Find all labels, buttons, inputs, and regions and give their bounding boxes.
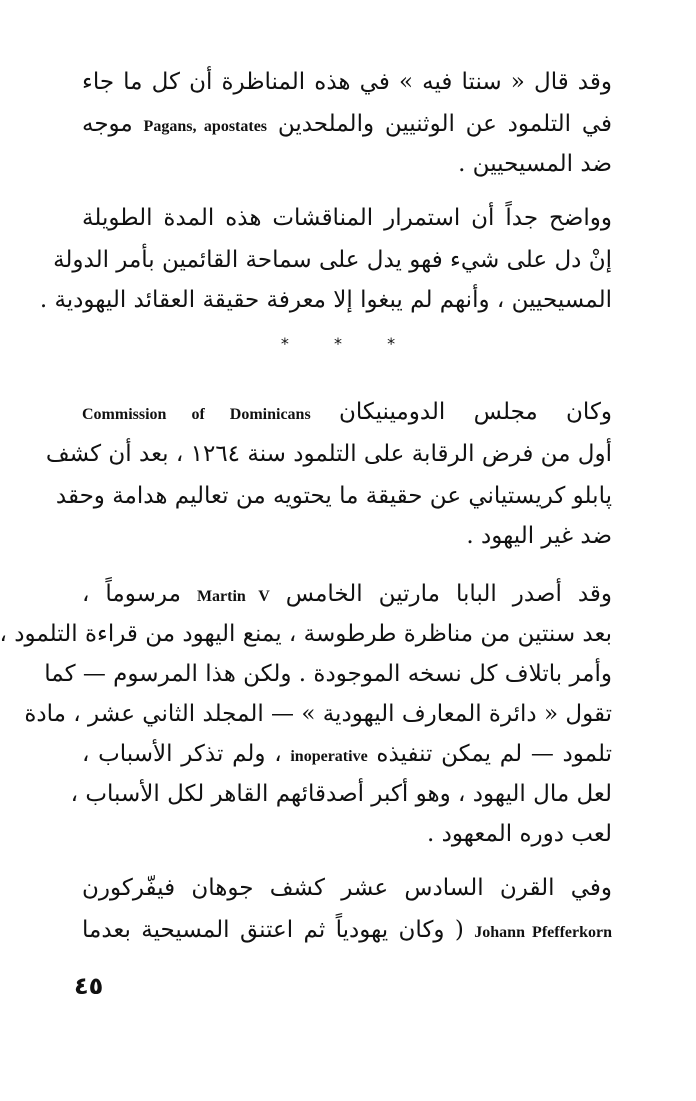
text-line <box>55 476 612 516</box>
page-number: ٤٥ <box>74 972 104 1000</box>
text-line <box>82 144 612 184</box>
text-line <box>53 240 612 280</box>
text-run: بعد سنتين من مناظرة طرطوسة ، يمنع اليهود من قراءة التلمود ، <box>0 621 612 647</box>
text-run: ضد غير اليهود . <box>466 523 612 549</box>
text-line <box>45 434 612 474</box>
text-line <box>82 62 612 102</box>
section-separator: * * * <box>280 334 416 353</box>
text-line <box>82 198 612 238</box>
text-run: ضد المسيحيين . <box>458 151 612 177</box>
text-run: وأمر باتلاف كل نسخه الموجودة . ولكن هذا المرسوم — كما <box>44 661 612 687</box>
text-line <box>82 516 612 556</box>
text-run: وفي القرن السادس عشر كشف جوهان فيفّركورن <box>82 875 612 901</box>
text-run: موجه <box>82 111 144 137</box>
latin-term: Johann Pfefferkorn <box>474 924 613 941</box>
text-line <box>82 574 612 614</box>
text-run: إنْ دل على شيء فهو يدل على سماحة القائمين بأمر الدولة <box>53 247 612 273</box>
text-run: وواضح جداً أن استمرار المناقشات هذه المدة الطويلة <box>82 205 612 231</box>
latin-term: Pagans, apostates <box>143 118 268 135</box>
text-line <box>44 654 612 694</box>
text-run: وقد أصدر البابا مارتين الخامس <box>269 581 613 607</box>
text-run: لعل مال اليهود ، وهو أكبر أصدقائهم القاهر لكل الأسباب ، <box>70 781 612 807</box>
text-run: ، ولم تذكر الأسباب ، <box>82 741 291 767</box>
text-run: وقد قال « سنتا فيه » في هذه المناظرة أن كل ما جاء <box>82 69 612 95</box>
text-run: تلمود — لم يمكن تنفيذه <box>367 741 612 767</box>
text-line <box>0 614 612 654</box>
text-run: المسيحيين ، وأنهم لم يبغوا إلا معرفة حقيقة العقائد اليهودية . <box>39 287 612 313</box>
text-line <box>82 734 612 774</box>
text-line <box>82 868 612 908</box>
text-run: أول من فرض الرقابة على التلمود سنة ١٢٦٤ ، بعد أن كشف <box>45 441 612 467</box>
text-line <box>70 774 612 814</box>
text-line <box>82 814 612 854</box>
text-line <box>82 104 612 144</box>
text-run: لعب دوره المعهود . <box>427 821 612 847</box>
text-run: مرسوماً ، <box>82 581 197 607</box>
text-line <box>82 392 612 432</box>
text-run: پابلو كريستياني عن حقيقة ما يحتويه من تعاليم هدامة وحقد <box>55 483 612 509</box>
text-line <box>82 910 612 950</box>
text-run: في التلمود عن الوثنيين والملحدين <box>267 111 612 137</box>
latin-term: inoperative <box>290 748 368 765</box>
text-line <box>39 280 612 320</box>
latin-term: Commission of Dominicans <box>82 406 311 423</box>
text-run: تقول « دائرة المعارف اليهودية » — المجلد الثاني عشر ، مادة <box>24 701 612 727</box>
text-run: وكان مجلس الدومينيكان <box>310 399 612 425</box>
text-line <box>24 694 612 734</box>
latin-term: Martin V <box>196 588 270 605</box>
text-run: ( وكان يهودياً ثم اعتنق المسيحية بعدما <box>82 917 475 943</box>
